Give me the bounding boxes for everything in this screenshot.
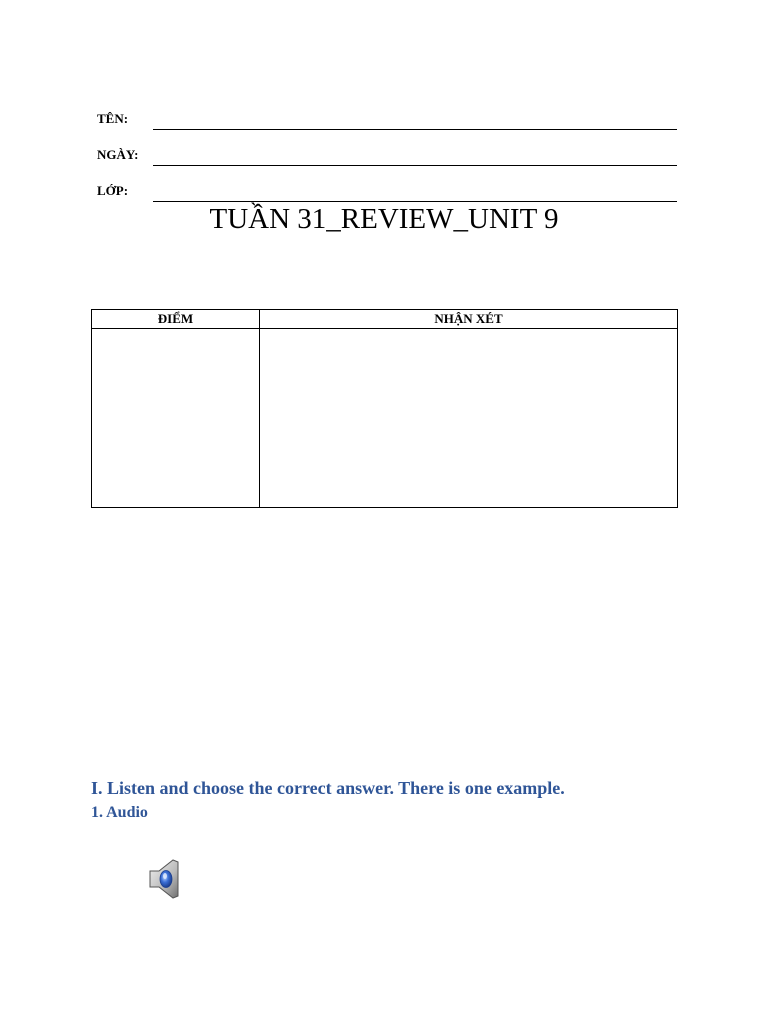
- speaker-icon[interactable]: [147, 857, 187, 901]
- comment-column-header: NHẬN XÉT: [260, 310, 678, 329]
- date-field: [97, 144, 677, 166]
- class-label: LỚP:: [97, 183, 129, 198]
- page-title: TUẦN 31_REVIEW_UNIT 9: [209, 203, 559, 235]
- score-cell[interactable]: [92, 329, 260, 508]
- class-field: [97, 180, 677, 202]
- class-write-line[interactable]: [153, 201, 677, 202]
- date-write-line[interactable]: [153, 165, 677, 166]
- score-column-header: ĐIỂM: [92, 310, 260, 329]
- score-table: [91, 309, 678, 508]
- comment-cell[interactable]: [260, 329, 678, 508]
- date-label: NGÀY:: [97, 147, 139, 162]
- name-label: TÊN:: [97, 111, 129, 126]
- score-table-header-row: [92, 310, 678, 329]
- score-table-body-row: [92, 329, 678, 508]
- section-heading: I. Listen and choose the correct answer. There is one example.: [91, 778, 565, 798]
- name-write-line[interactable]: [153, 129, 677, 130]
- name-field: [97, 108, 677, 130]
- audio-item-label: 1. Audio: [91, 804, 148, 821]
